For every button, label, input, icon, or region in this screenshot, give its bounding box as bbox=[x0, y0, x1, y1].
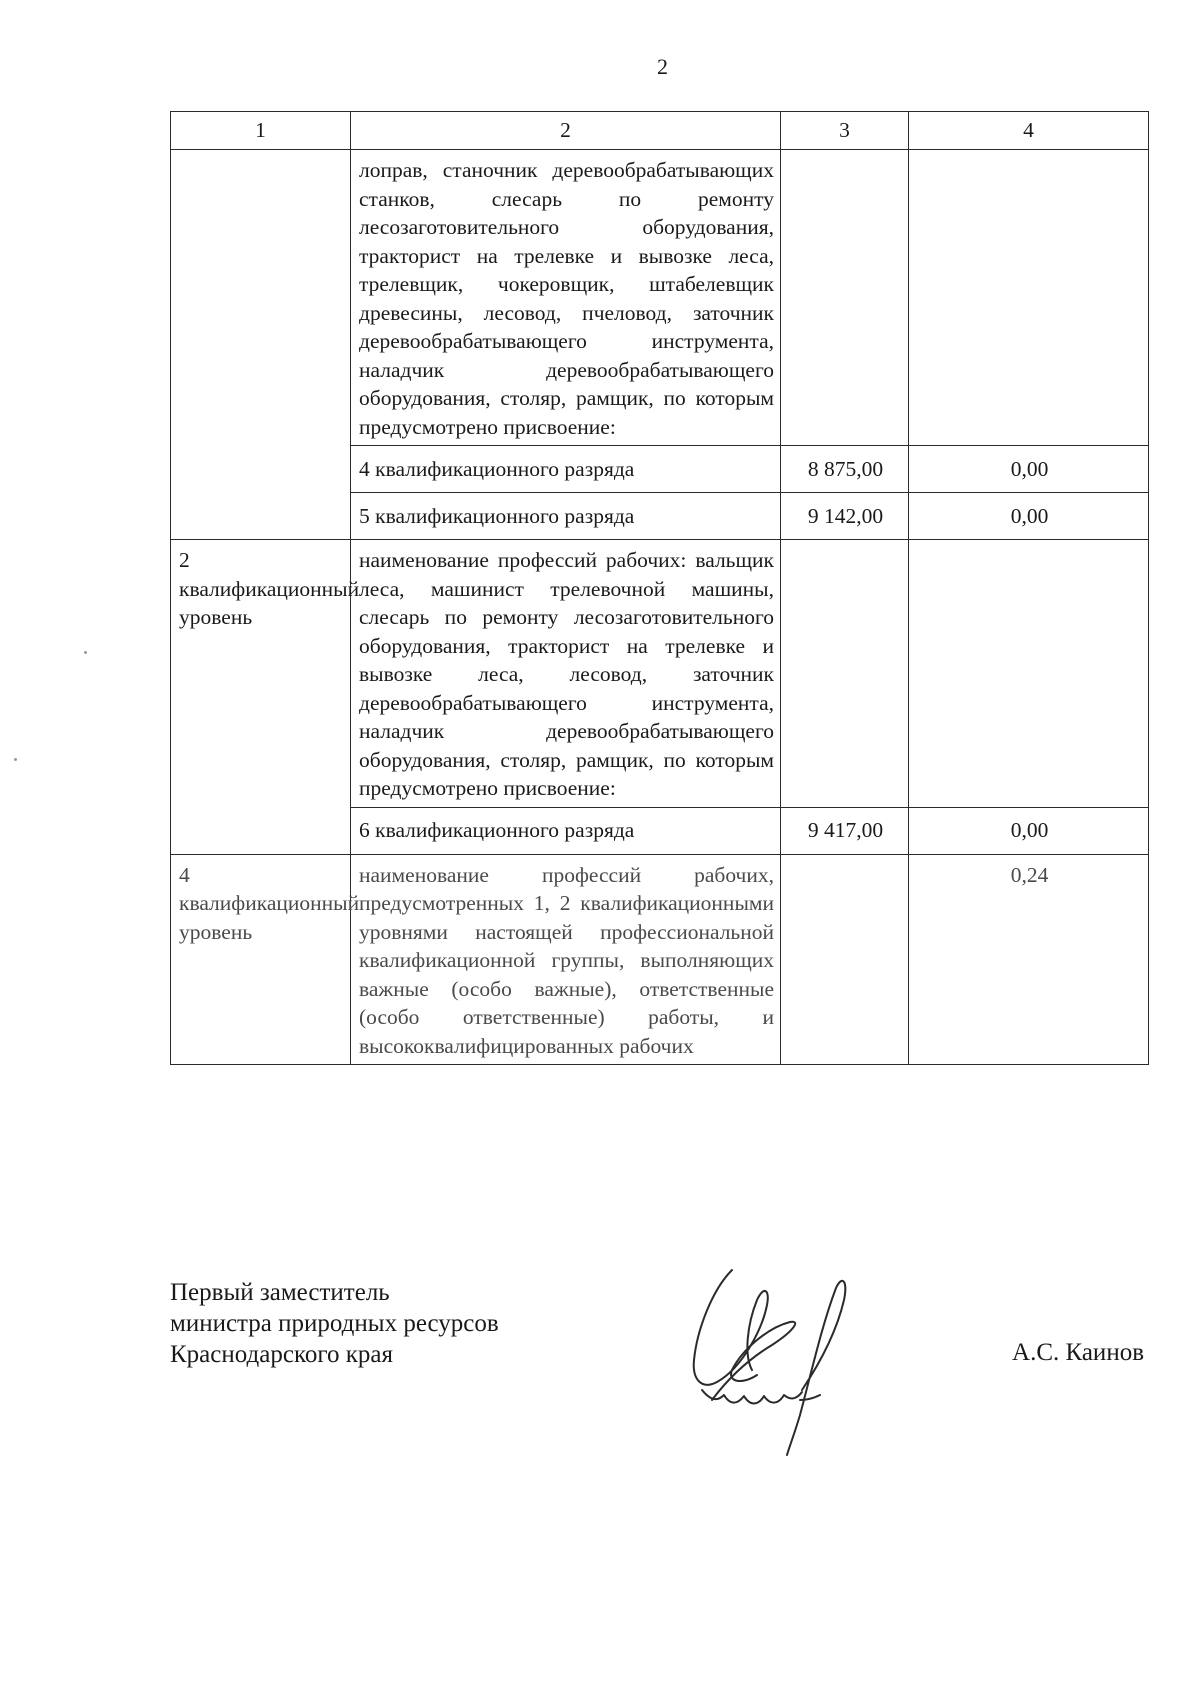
signatory-title bbox=[170, 1277, 499, 1370]
rank-label: 4 квалификационного разряда bbox=[351, 446, 781, 493]
salary-cell: 8 875,00 bbox=[781, 446, 909, 493]
salary-cell: 9 417,00 bbox=[781, 807, 909, 854]
signatory-title-line: Первый заместитель bbox=[170, 1279, 390, 1306]
qualification-level-cell: 4 квалификационный уровень bbox=[171, 854, 351, 1065]
rank-label: 5 квалификационного разряда bbox=[351, 493, 781, 540]
page-number: 2 bbox=[657, 54, 668, 79]
salary-cell: 9 142,00 bbox=[781, 493, 909, 540]
coefficient-cell: 0,00 bbox=[909, 446, 1149, 493]
salary-cell bbox=[781, 150, 909, 446]
signatory-title-line: Краснодарского края bbox=[170, 1341, 393, 1368]
header-col-3: 3 bbox=[781, 112, 909, 150]
salary-cell bbox=[781, 540, 909, 808]
scan-dot bbox=[84, 651, 87, 654]
table-row bbox=[171, 540, 1149, 808]
header-col-4: 4 bbox=[909, 112, 1149, 150]
header-col-1: 1 bbox=[171, 112, 351, 150]
staff-salary-table bbox=[170, 111, 1149, 1065]
profession-description: наименование профессий рабочих, предусмотренных 1, 2 квалификационными уровнями настоящей профессиональной квалификационной группы, выполняющих важные (особо важные), ответственные (особо ответственные) работы, и высококвалифицированных рабочих bbox=[351, 854, 781, 1065]
signatory-title-line: министра природных ресурсов bbox=[170, 1310, 499, 1337]
profession-description: наименование профессий рабочих: вальщик леса, машинист трелевочной машины, слесарь по ремонту лесозаготовительного оборудования, тракторист на трелевке и вывозке леса, лесовод, заточник деревообрабатывающего инструмента, наладчик деревообрабатывающего оборудования, столяр, рамщик, по которым предусмотрено присвоение: bbox=[351, 540, 781, 808]
table-header-row bbox=[171, 112, 1149, 150]
salary-cell bbox=[781, 854, 909, 1065]
rank-label: 6 квалификационного разряда bbox=[351, 807, 781, 854]
coefficient-cell: 0,00 bbox=[909, 807, 1149, 854]
table-row bbox=[171, 150, 1149, 446]
coefficient-cell bbox=[909, 150, 1149, 446]
header-col-2: 2 bbox=[351, 112, 781, 150]
coefficient-cell: 0,00 bbox=[909, 493, 1149, 540]
signatory-name: А.С. Каинов bbox=[1012, 1339, 1144, 1366]
profession-description: лоправ, станочник деревообрабатывающих станков, слесарь по ремонту лесозаготовительного оборудования, тракторист на трелевке и вывозке леса, трелевщик, чокеровщик, штабелевщик древесины, лесовод, пчеловод, заточник деревообрабатывающего инструмента, наладчик деревообрабатывающего оборудования, столяр, рамщик, по которым предусмотрено присвоение: bbox=[351, 150, 781, 446]
table-row bbox=[171, 854, 1149, 1065]
coefficient-cell bbox=[909, 540, 1149, 808]
qualification-level-cell bbox=[171, 150, 351, 540]
scan-dot bbox=[14, 758, 17, 761]
qualification-level-cell: 2 квалификационный уровень bbox=[171, 540, 351, 855]
handwritten-signature-icon bbox=[672, 1250, 912, 1460]
coefficient-cell: 0,24 bbox=[909, 854, 1149, 1065]
